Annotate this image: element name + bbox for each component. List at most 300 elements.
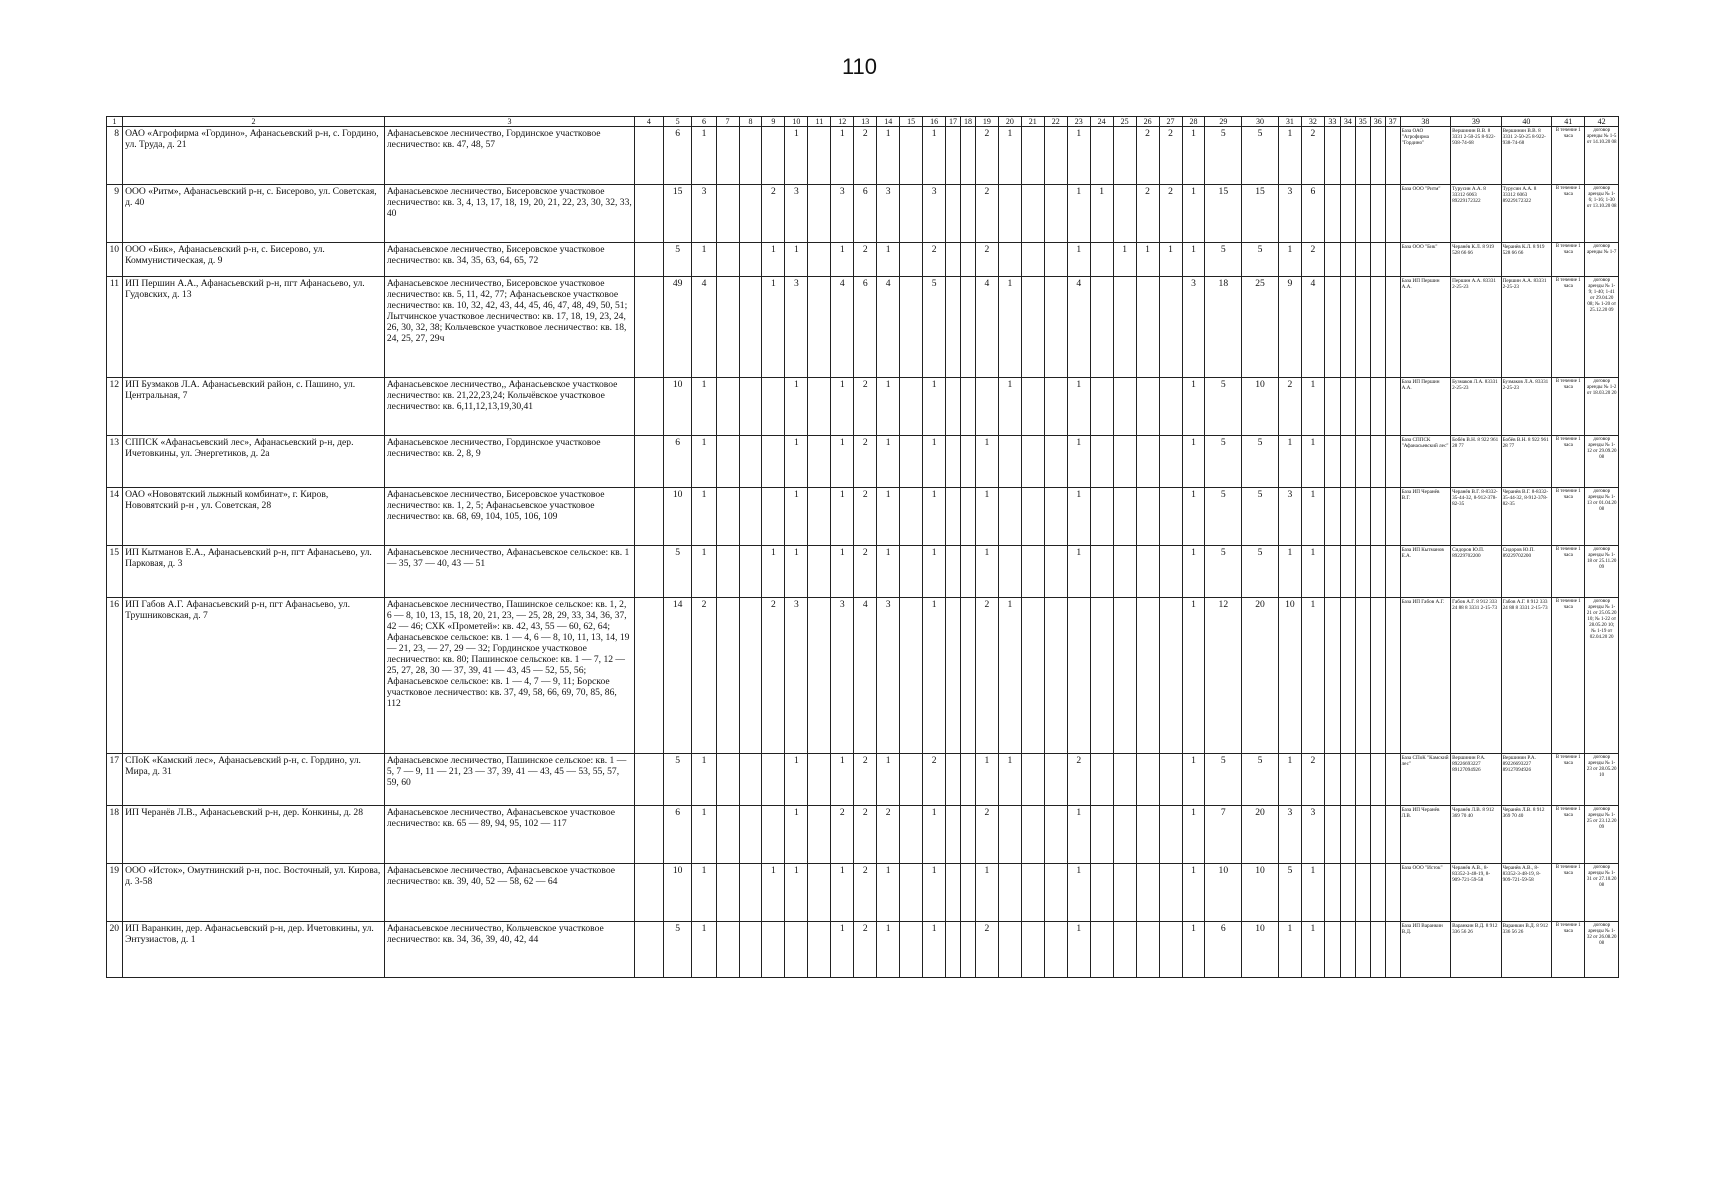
table-cell: Габов А.Г. 8 912 333 24 88 8 3331 2-15-73 (1501, 598, 1552, 754)
table-cell: 1 (1278, 436, 1301, 488)
column-number: 37 (1385, 117, 1400, 127)
table-cell (1021, 598, 1044, 754)
table-cell: договор аренды № 1-25 от 23.12.20 09 (1585, 806, 1619, 864)
table-cell (739, 598, 762, 754)
table-cell: 10 (1242, 864, 1279, 922)
table-cell: 1 (785, 243, 808, 277)
table-cell: База СППСК "Афанасьевский лес" (1400, 436, 1451, 488)
table-cell (900, 243, 923, 277)
column-number: 23 (1067, 117, 1090, 127)
table-cell (1340, 127, 1355, 185)
table-cell: 1 (1136, 243, 1159, 277)
table-cell (762, 754, 785, 806)
table-cell (739, 488, 762, 546)
table-cell (1090, 546, 1113, 598)
table-cell (1340, 806, 1355, 864)
table-cell: 2 (1159, 185, 1182, 243)
table-cell: СПоК «Камский лес», Афанасьевский р-н, с. Гордино, ул. Мира, д. 31 (123, 754, 385, 806)
table-cell: 2 (854, 864, 877, 922)
table-cell (762, 806, 785, 864)
table-cell: 5 (1278, 864, 1301, 922)
table-cell: 1 (831, 864, 854, 922)
table-cell (762, 488, 785, 546)
column-number: 32 (1301, 117, 1324, 127)
column-number: 40 (1501, 117, 1552, 127)
table-cell: 2 (854, 127, 877, 185)
table-cell: 2 (854, 243, 877, 277)
table-cell: ООО «Ритм», Афанасьевский р-н, с. Бисерово, ул. Советская, д. 40 (123, 185, 385, 243)
table-cell (998, 185, 1021, 243)
table-cell: 1 (785, 127, 808, 185)
table-cell (946, 277, 961, 378)
table-cell: 25 (1242, 277, 1279, 378)
column-number: 41 (1552, 117, 1585, 127)
table-cell: 1 (1067, 546, 1090, 598)
table-cell (635, 488, 664, 546)
table-cell (1113, 488, 1136, 546)
table-cell (961, 922, 976, 978)
table-cell: 1 (692, 546, 716, 598)
table-cell (1136, 546, 1159, 598)
table-cell: 1 (692, 243, 716, 277)
table-cell (716, 754, 739, 806)
table-cell: Бобёв В.Н. 8 922 961 28 77 (1501, 436, 1552, 488)
table-cell (716, 185, 739, 243)
column-number: 25 (1113, 117, 1136, 127)
table-cell: 1 (785, 546, 808, 598)
table-cell: 1 (1067, 378, 1090, 436)
column-number: 12 (831, 117, 854, 127)
table-cell (900, 378, 923, 436)
table-cell: База ОАО "Агрофирма "Гордино" (1400, 127, 1451, 185)
table-cell (1355, 277, 1370, 378)
table-cell: 1 (785, 806, 808, 864)
table-cell: 1 (692, 488, 716, 546)
table-cell: 1 (923, 546, 946, 598)
table-cell (1370, 806, 1385, 864)
table-cell: Черанёв К.Л. 8 919 528 66 66 (1501, 243, 1552, 277)
table-cell: 3 (785, 185, 808, 243)
table-cell (1340, 185, 1355, 243)
table-cell: 3 (877, 185, 900, 243)
table-cell (1370, 378, 1385, 436)
table-cell (1044, 864, 1067, 922)
table-cell: 1 (1067, 922, 1090, 978)
table-cell (1090, 806, 1113, 864)
table-cell: 12 (1205, 598, 1242, 754)
table-cell (900, 754, 923, 806)
table-cell (1340, 922, 1355, 978)
table-row (107, 488, 1619, 546)
table-cell (1021, 277, 1044, 378)
table-cell (1159, 922, 1182, 978)
table-cell (808, 922, 831, 978)
table-cell: 3 (923, 185, 946, 243)
table-cell: 1 (785, 864, 808, 922)
table-cell (1021, 546, 1044, 598)
table-row (107, 243, 1619, 277)
table-cell (1113, 436, 1136, 488)
table-cell (1159, 864, 1182, 922)
column-number: 33 (1324, 117, 1340, 127)
table-cell: 2 (831, 806, 854, 864)
table-cell (1385, 127, 1400, 185)
table-cell: Черанёв Л.В. 8 912 369 70 40 (1451, 806, 1502, 864)
column-number: 15 (900, 117, 923, 127)
table-cell (1044, 754, 1067, 806)
table-cell: 1 (923, 488, 946, 546)
table-cell: 1 (1301, 488, 1324, 546)
table-cell: ИП Варанкин, дер. Афанасьевский р-н, дер. Ичетовкины, ул. Энтузиастов, д. 1 (123, 922, 385, 978)
table-cell (1044, 546, 1067, 598)
table-cell (1324, 864, 1340, 922)
table-cell: 2 (923, 754, 946, 806)
table-cell (961, 754, 976, 806)
table-cell (998, 864, 1021, 922)
table-cell: 1 (975, 546, 998, 598)
table-cell: 1 (877, 864, 900, 922)
table-cell (739, 277, 762, 378)
table-cell (961, 243, 976, 277)
table-cell: 1 (1182, 754, 1205, 806)
table-cell (1340, 754, 1355, 806)
table-cell: 1 (762, 277, 785, 378)
table-cell: 1 (1067, 864, 1090, 922)
table-cell (1021, 922, 1044, 978)
table-cell: 1 (762, 864, 785, 922)
table-cell: 3 (1278, 185, 1301, 243)
column-number: 36 (1370, 117, 1385, 127)
table-cell: 1 (923, 806, 946, 864)
table-cell: 1 (923, 436, 946, 488)
column-number: 21 (1021, 117, 1044, 127)
table-cell (1385, 277, 1400, 378)
table-cell: 2 (854, 436, 877, 488)
table-cell: 1 (1301, 436, 1324, 488)
column-number: 27 (1159, 117, 1182, 127)
table-cell (1136, 436, 1159, 488)
table-cell (1324, 922, 1340, 978)
table-cell: В течение 1 часа (1552, 754, 1585, 806)
column-number: 7 (716, 117, 739, 127)
table-row (107, 864, 1619, 922)
table-cell: 1 (1182, 243, 1205, 277)
table-cell: 2 (1159, 127, 1182, 185)
table-cell: 2 (854, 378, 877, 436)
table-cell: 5 (1242, 754, 1279, 806)
column-number: 19 (975, 117, 998, 127)
table-cell: Афанасьевское лесничество, Гординское участковое лесничество: кв. 47, 48, 57 (384, 127, 634, 185)
table-cell: 1 (877, 436, 900, 488)
table-cell: В течение 1 часа (1552, 598, 1585, 754)
table-cell (1044, 806, 1067, 864)
table-cell: База ИП Першин А.А. (1400, 378, 1451, 436)
table-cell: Бузмаков Л.А. 83331 2-25-23 (1501, 378, 1552, 436)
table-cell (1370, 243, 1385, 277)
table-cell: 1 (975, 488, 998, 546)
table-cell (716, 127, 739, 185)
table-cell: База ООО "Бик" (1400, 243, 1451, 277)
table-cell (762, 127, 785, 185)
table-cell: 3 (692, 185, 716, 243)
table-cell (762, 378, 785, 436)
table-cell (716, 806, 739, 864)
column-number: 24 (1090, 117, 1113, 127)
table-cell: 3 (1301, 806, 1324, 864)
table-cell: В течение 1 часа (1552, 922, 1585, 978)
table-cell (946, 864, 961, 922)
table-cell: База ИП Черанёв Л.В. (1400, 806, 1451, 864)
table-cell: Черанёв Л.В. 8 912 369 70 40 (1501, 806, 1552, 864)
table-cell: 3 (1182, 277, 1205, 378)
table-cell: Першин А.А. 83331 2-25-23 (1451, 277, 1502, 378)
table-cell (635, 185, 664, 243)
table-cell: 5 (1205, 488, 1242, 546)
table-cell: договор аренды № 1-9; 1-40; 1-41 от 29.04.20 08; № 1-20 от 25.12.20 09 (1585, 277, 1619, 378)
table-cell (1159, 488, 1182, 546)
table-cell: 1 (1182, 127, 1205, 185)
table-row (107, 378, 1619, 436)
table-cell (946, 185, 961, 243)
table-cell: Афанасьевское лесничество, Бисеровское участковое лесничество: кв. 1, 2, 5; Афанасьевское участковое лесничество: кв. 68, 69, 104, 105, 106, 109 (384, 488, 634, 546)
table-cell: 1 (1301, 922, 1324, 978)
table-cell (635, 277, 664, 378)
table-cell: Вершинин В.В. 8 3331 2-50-25 8-922-938-74-68 (1501, 127, 1552, 185)
table-cell (961, 436, 976, 488)
table-cell: 1 (785, 436, 808, 488)
table-row (107, 806, 1619, 864)
table-cell: 1 (831, 436, 854, 488)
table-cell: База ИП Кытманов Е.А. (1400, 546, 1451, 598)
table-cell: 8 (107, 127, 123, 185)
table-cell: 5 (1242, 546, 1279, 598)
table-cell: 3 (785, 598, 808, 754)
table-cell: 1 (998, 127, 1021, 185)
table-cell (900, 436, 923, 488)
table-cell: 6 (663, 436, 692, 488)
table-cell (1113, 754, 1136, 806)
table-cell (808, 546, 831, 598)
table-cell: Афанасьевское лесничество, Гординское участковое лесничество: кв. 2, 8, 9 (384, 436, 634, 488)
table-cell (1090, 127, 1113, 185)
table-cell (1370, 185, 1385, 243)
column-number: 13 (854, 117, 877, 127)
table-cell (946, 436, 961, 488)
table-cell (1340, 546, 1355, 598)
table-cell (900, 277, 923, 378)
table-cell (1370, 488, 1385, 546)
table-cell: В течение 1 часа (1552, 864, 1585, 922)
table-cell (1370, 546, 1385, 598)
table-cell: Сидоров Ю.П. 89229702200 (1451, 546, 1502, 598)
table-cell: База ИП Першин А.А. (1400, 277, 1451, 378)
table-cell (946, 378, 961, 436)
table-cell: В течение 1 часа (1552, 488, 1585, 546)
table-cell: Афанасьевское лесничество, Афанасьевское участковое лесничество: кв. 65 — 89, 94, 95, 102 — 117 (384, 806, 634, 864)
column-number-row (107, 117, 1619, 127)
table-cell: 1 (998, 378, 1021, 436)
table-cell (946, 922, 961, 978)
table-cell (1355, 436, 1370, 488)
table-cell: 1 (923, 922, 946, 978)
table-cell: 5 (663, 922, 692, 978)
table-cell: 6 (663, 806, 692, 864)
table-cell: ИП Габов А.Г. Афанасьевский р-н, пгт Афанасьево, ул. Трушниковская, д. 7 (123, 598, 385, 754)
table-cell (1324, 185, 1340, 243)
table-cell (1340, 436, 1355, 488)
table-cell (635, 864, 664, 922)
table-cell: Бузмаков Л.А. 83331 2-25-23 (1451, 378, 1502, 436)
table-cell (1044, 243, 1067, 277)
table-cell (808, 436, 831, 488)
table-cell (961, 546, 976, 598)
table-cell (900, 864, 923, 922)
table-cell: 4 (692, 277, 716, 378)
table-cell (716, 243, 739, 277)
table-cell: 1 (877, 378, 900, 436)
table-cell (946, 598, 961, 754)
table-cell: 1 (785, 754, 808, 806)
table-cell (808, 243, 831, 277)
table-cell: 1 (1278, 546, 1301, 598)
table-cell: 1 (831, 488, 854, 546)
table-cell (998, 243, 1021, 277)
table-cell: 17 (107, 754, 123, 806)
column-number: 14 (877, 117, 900, 127)
table-cell (998, 922, 1021, 978)
table-row (107, 436, 1619, 488)
table-cell (635, 922, 664, 978)
table-cell (961, 488, 976, 546)
table-cell (1370, 127, 1385, 185)
column-number: 22 (1044, 117, 1067, 127)
table-cell (1090, 243, 1113, 277)
table-cell: 4 (854, 598, 877, 754)
table-cell: 15 (1242, 185, 1279, 243)
table-cell: 5 (923, 277, 946, 378)
table-cell (739, 378, 762, 436)
column-number: 29 (1205, 117, 1242, 127)
table-cell (1021, 185, 1044, 243)
table-cell: 2 (1278, 378, 1301, 436)
table-cell (739, 864, 762, 922)
table-cell: 1 (1278, 922, 1301, 978)
table-cell (739, 185, 762, 243)
table-cell (1136, 922, 1159, 978)
table-cell (739, 546, 762, 598)
table-cell: 1 (1301, 546, 1324, 598)
table-cell: Турусин А.А. 8 33312 6063 89229172322 (1451, 185, 1502, 243)
table-cell (1044, 185, 1067, 243)
table-cell: 5 (1242, 488, 1279, 546)
table-cell: База ООО "Ритм" (1400, 185, 1451, 243)
table-cell (1021, 243, 1044, 277)
table-cell: 9 (107, 185, 123, 243)
table-cell: База ООО "Исток" (1400, 864, 1451, 922)
table-cell (1385, 488, 1400, 546)
table-cell: 5 (663, 243, 692, 277)
table-cell (1090, 436, 1113, 488)
table-cell: 10 (1242, 922, 1279, 978)
table-cell: 1 (1182, 378, 1205, 436)
table-cell: 1 (831, 922, 854, 978)
table-cell: 1 (1159, 243, 1182, 277)
table-cell: 2 (1067, 754, 1090, 806)
table-cell (808, 598, 831, 754)
table-cell: 3 (1278, 806, 1301, 864)
table-cell (1136, 277, 1159, 378)
table-cell: договор аренды № 1-12 от 29.09.20 08 (1585, 436, 1619, 488)
table-cell (716, 277, 739, 378)
table-cell (1340, 378, 1355, 436)
table-cell (1113, 546, 1136, 598)
table-cell (1370, 598, 1385, 754)
table-cell (1324, 243, 1340, 277)
table-cell: 1 (785, 488, 808, 546)
column-number: 28 (1182, 117, 1205, 127)
table-cell: 2 (1301, 127, 1324, 185)
table-cell: 5 (1205, 436, 1242, 488)
table-cell: 1 (998, 598, 1021, 754)
table-cell: 2 (1136, 185, 1159, 243)
table-row (107, 277, 1619, 378)
table-cell (716, 546, 739, 598)
table-cell: В течение 1 часа (1552, 806, 1585, 864)
table-cell (808, 127, 831, 185)
table-cell (1385, 378, 1400, 436)
table-cell: 1 (692, 806, 716, 864)
table-cell (1355, 488, 1370, 546)
table-cell (739, 806, 762, 864)
table-cell: 10 (107, 243, 123, 277)
table-cell: 1 (1182, 864, 1205, 922)
table-cell: 5 (1205, 243, 1242, 277)
table-cell (1385, 436, 1400, 488)
table-cell: 20 (1242, 598, 1279, 754)
column-number: 11 (808, 117, 831, 127)
table-cell: 2 (854, 546, 877, 598)
table-cell: 1 (1182, 436, 1205, 488)
table-cell (1324, 806, 1340, 864)
table-cell: договор аренды № 1-32 от 26.08.20 08 (1585, 922, 1619, 978)
table-cell (998, 806, 1021, 864)
table-cell: 15 (107, 546, 123, 598)
table-cell: 9 (1278, 277, 1301, 378)
table-cell: 1 (692, 127, 716, 185)
column-number: 1 (107, 117, 123, 127)
table-cell: ООО «Бик», Афанасьевский р-н, с. Бисерово, ул. Коммунистическая, д. 9 (123, 243, 385, 277)
table-cell (946, 127, 961, 185)
page-number: 110 (841, 54, 878, 79)
table-cell (739, 127, 762, 185)
table-cell (975, 378, 998, 436)
table-cell (1113, 922, 1136, 978)
table-cell (739, 436, 762, 488)
table-cell: В течение 1 часа (1552, 546, 1585, 598)
column-number: 3 (384, 117, 634, 127)
table-cell: СППСК «Афанасьевский лес», Афанасьевский р-н, дер. Ичетовкины, ул. Энергетиков, д. 2а (123, 436, 385, 488)
table-cell (1136, 378, 1159, 436)
table-cell: ОАО «Агрофирма «Гордино», Афанасьевский р-н, с. Гордино, ул. Труда, д. 21 (123, 127, 385, 185)
column-number: 30 (1242, 117, 1279, 127)
table-cell: 1 (1278, 243, 1301, 277)
table-cell: Вершинин Р.А. 89226693227 89127094926 (1501, 754, 1552, 806)
table-cell (1340, 277, 1355, 378)
table-cell (1340, 488, 1355, 546)
table-cell: 15 (1205, 185, 1242, 243)
table-cell (1324, 277, 1340, 378)
table-row (107, 185, 1619, 243)
